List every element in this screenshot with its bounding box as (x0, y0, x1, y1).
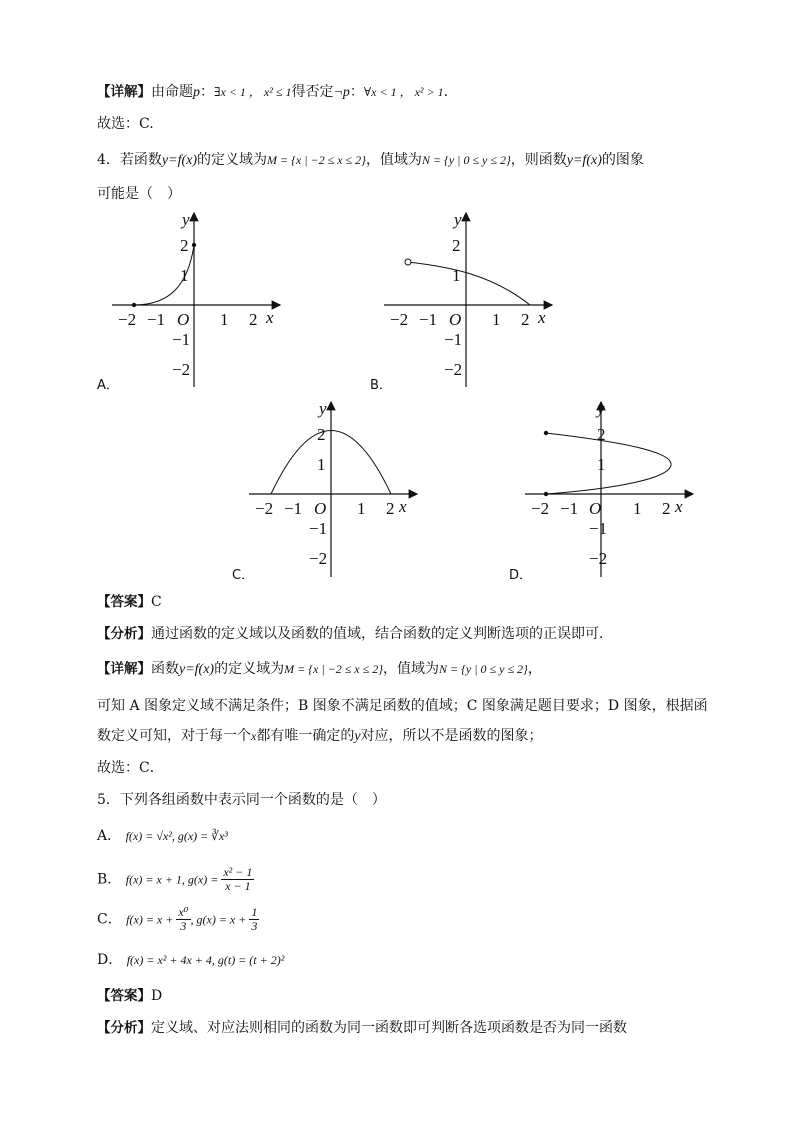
tick-y: −1 (589, 519, 608, 538)
denominator: 3 (180, 919, 187, 933)
origin-label: O (589, 499, 602, 518)
tick-y: −2 (444, 360, 463, 379)
origin-label: O (449, 310, 462, 329)
neg-p: ¬p (333, 85, 350, 100)
q4-choice: 故选：C． (97, 760, 164, 776)
endpoint (544, 431, 548, 435)
tick-y: −1 (309, 519, 328, 538)
q4-stem-2: 可能是（ ） (97, 186, 181, 202)
numerator: 1 (251, 905, 258, 919)
var-p: p (193, 85, 200, 100)
text: ， (527, 661, 542, 677)
option-label: D． (97, 952, 123, 968)
q4-detail-3 (97, 726, 543, 747)
analysis-tag: 【分析】 (97, 626, 151, 642)
tick-x: 2 (386, 499, 395, 518)
answer-tag: 【答案】 (97, 988, 151, 1004)
tick-x: −2 (531, 499, 550, 518)
denominator: 3 (251, 919, 258, 933)
answer-value: D (151, 988, 163, 1004)
tick-y: 2 (317, 425, 326, 444)
curve (546, 433, 671, 494)
y-label: y (319, 399, 327, 418)
q5-option-c (97, 906, 259, 933)
text: 由命题 (151, 84, 193, 100)
text: 得否定 (291, 84, 334, 100)
x-label: x (675, 497, 683, 516)
fraction (176, 906, 190, 933)
period: . (443, 84, 449, 100)
endpoint (132, 303, 136, 307)
option-label: C． (97, 911, 122, 928)
detail-line-1 (97, 82, 448, 103)
x-label: x (538, 308, 546, 327)
text: 的定义域为 (197, 152, 268, 168)
tick-x: −2 (255, 499, 274, 518)
text: 的定义域为 (214, 661, 285, 677)
graph-d (513, 397, 703, 582)
y-label: y (597, 399, 605, 418)
var-x: x (251, 729, 257, 743)
text: 都有唯一确定的 (256, 728, 355, 744)
q5-option-b (97, 866, 254, 893)
q4-detail-1 (97, 659, 542, 680)
analysis-text: 通过函数的定义域以及函数的值域，结合函数的定义判断选项的正误即可． (151, 626, 613, 642)
x-label: x (399, 497, 407, 516)
detail-tag: 【详解】 (97, 84, 151, 100)
text: 对应，所以不是函数的图象； (360, 728, 543, 744)
range-set: N = {y | 0 ≤ y ≤ 2} (439, 662, 528, 676)
numerator: x² − 1 (223, 865, 253, 879)
domain-set: M = {x | −2 ≤ x ≤ 2} (267, 153, 366, 167)
tick-y: −2 (172, 360, 191, 379)
x-label: x (266, 308, 274, 327)
colon: ： (200, 84, 214, 100)
tick-x: 1 (633, 499, 642, 518)
analysis-tag: 【分析】 (97, 1020, 151, 1036)
text: 函数 (151, 661, 179, 677)
option-a-label: A． (97, 378, 119, 393)
tick-x: −1 (560, 499, 579, 518)
q4-answer (97, 592, 162, 612)
q5-stem: 5．下列各组函数中表示同一个函数的是（ ） (97, 792, 386, 808)
q5-option-d (97, 950, 284, 970)
tick-x: 1 (492, 310, 501, 329)
function: y=f(x) (179, 662, 215, 677)
tick-y: 1 (452, 266, 461, 285)
tick-x: −2 (118, 310, 137, 329)
text: ，值域为 (383, 661, 440, 677)
expr: f(x) = x + 1, g(x) = (125, 872, 222, 887)
q4-detail-2: 可知 A 图象定义域不满足条件；B 图象不满足函数的值域；C 图象满足题目要求；D 图象，根据函 (97, 698, 708, 714)
tick-y: 1 (317, 455, 326, 474)
curve (408, 262, 530, 305)
analysis-text: 定义域、对应法则相同的函数为同一函数即可判断各选项函数是否为同一函数 (151, 1020, 627, 1036)
tick-x: 1 (357, 499, 366, 518)
tick-x: −1 (147, 310, 166, 329)
text: ，值域为 (365, 152, 422, 168)
range-set: N = {y | 0 ≤ y ≤ 2} (421, 153, 511, 167)
text: ，则函数 (510, 152, 567, 168)
denominator: x − 1 (225, 879, 251, 893)
expr: , g(x) = ∛x³ (171, 829, 228, 843)
tick-y: 1 (180, 266, 189, 285)
open-endpoint (405, 259, 411, 265)
answer-tag: 【答案】 (97, 594, 151, 610)
graph-a (100, 205, 290, 390)
tick-x: 2 (521, 310, 530, 329)
tick-x: −2 (390, 310, 409, 329)
y-label: y (182, 210, 190, 229)
colon: ： (349, 84, 364, 100)
fraction (221, 866, 254, 893)
endpoint (192, 243, 196, 247)
graph-b (372, 205, 562, 390)
expr: f(x) = x + (126, 912, 177, 927)
endpoint (544, 492, 548, 496)
q4-analysis (97, 624, 613, 644)
q5-answer (97, 986, 162, 1006)
expr: f(x) = x² + 4x + 4, g(t) = (t + 2)² (126, 953, 285, 967)
text: 4．若函数 (97, 152, 162, 168)
graph-c (237, 397, 427, 582)
option-d-label: D． (509, 568, 533, 583)
option-b-label: B． (370, 378, 392, 393)
tick-y: −2 (589, 549, 608, 568)
origin-label: O (177, 310, 190, 329)
condition-2: ∀x < 1 ， x² > 1 (363, 85, 444, 99)
expr: f(x) = √x² (125, 829, 172, 843)
answer-value: C (151, 594, 162, 610)
expr: , g(x) = x + (190, 912, 250, 927)
tick-x: −1 (284, 499, 303, 518)
choice-line: 故选：C. (97, 116, 154, 132)
tick-x: 2 (249, 310, 258, 329)
tick-y: −1 (444, 330, 463, 349)
var-y: y (354, 729, 361, 744)
tick-y: 2 (597, 425, 606, 444)
tick-y: −1 (172, 330, 191, 349)
q5-option-a (97, 826, 228, 846)
tick-x: 2 (662, 499, 671, 518)
function: y=f(x) (161, 153, 198, 168)
numerator: x⁰ (178, 905, 189, 919)
option-c-label: C． (232, 568, 255, 583)
fraction (249, 906, 259, 933)
condition-1: ∃x < 1 ， x² ≤ 1 (214, 85, 292, 99)
q5-analysis (97, 1018, 627, 1038)
domain-set: M = {x | −2 ≤ x ≤ 2} (284, 662, 384, 676)
option-label: A． (97, 828, 122, 844)
text: 数定义可知，对于每一个 (97, 728, 251, 744)
option-label: B． (97, 871, 122, 888)
tick-x: −1 (419, 310, 438, 329)
tick-y: 1 (597, 455, 606, 474)
y-label: y (454, 210, 462, 229)
text: 的图象 (601, 152, 644, 168)
tick-y: −2 (309, 549, 328, 568)
function: y=f(x) (566, 153, 602, 168)
q4-stem (97, 150, 644, 171)
tick-y: 2 (452, 236, 461, 255)
tick-x: 1 (220, 310, 229, 329)
origin-label: O (314, 499, 327, 518)
detail-tag: 【详解】 (97, 661, 151, 677)
tick-y: 2 (180, 236, 189, 255)
